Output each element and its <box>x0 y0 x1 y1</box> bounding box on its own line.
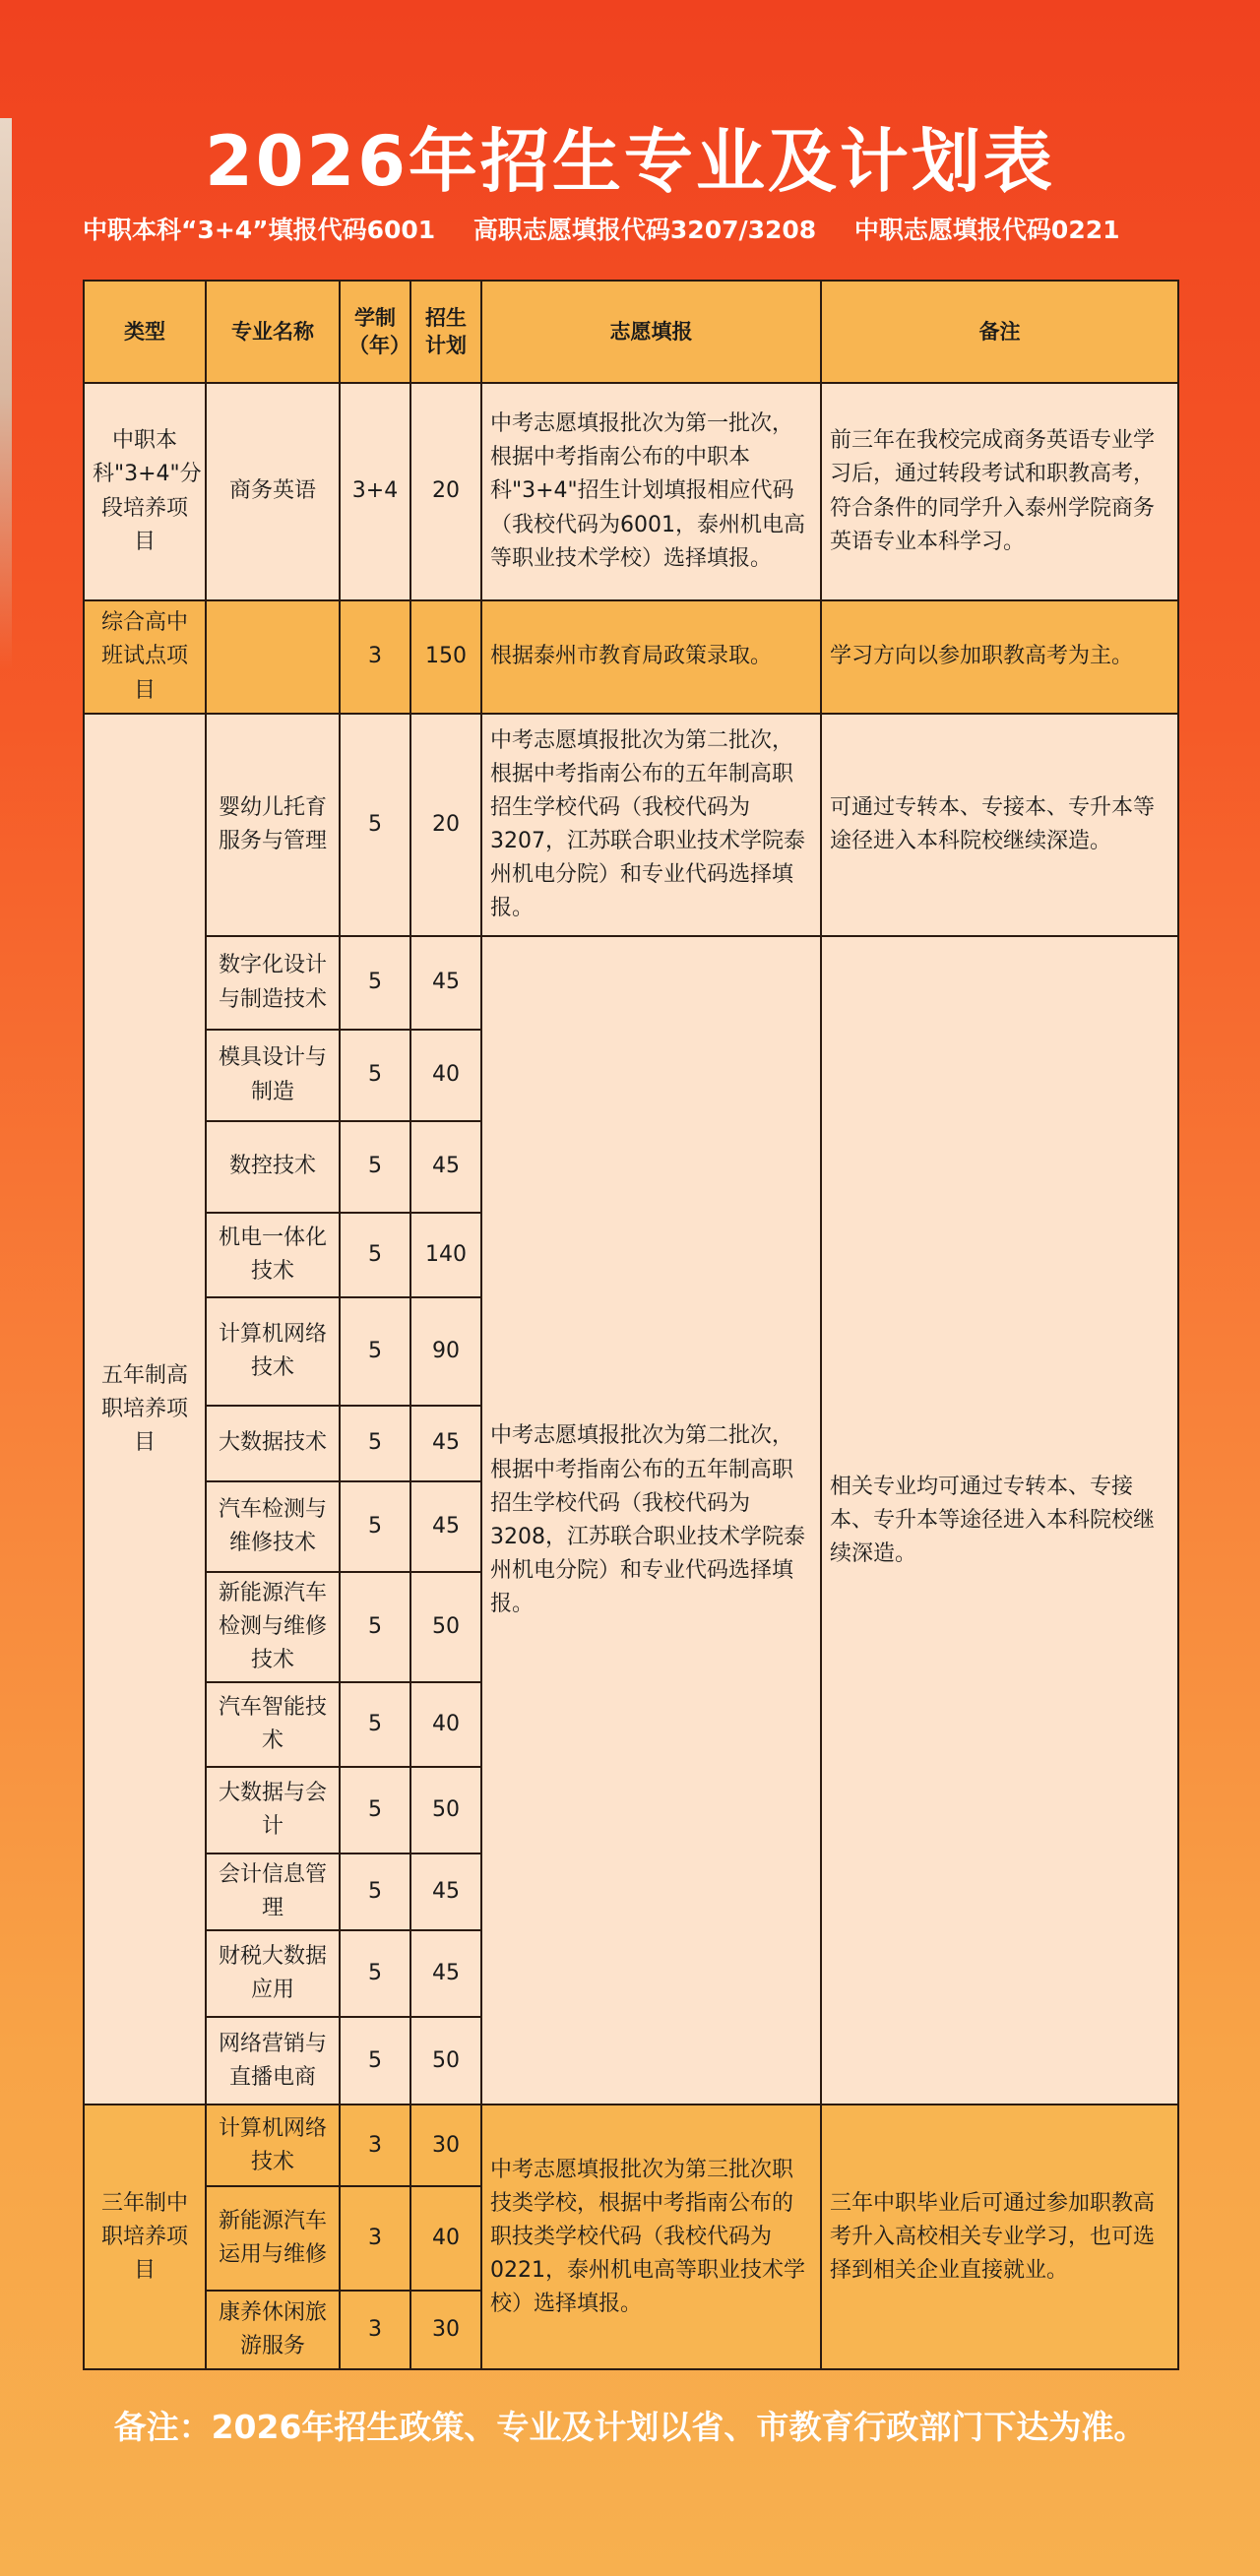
code-3plus4: 中职本科“3+4”填报代码6001 <box>83 216 436 244</box>
years-cell: 5 <box>340 1930 410 2017</box>
years-cell: 5 <box>340 1406 410 1481</box>
years-cell: 3 <box>340 2105 410 2186</box>
years-cell: 3 <box>340 600 410 714</box>
subtitle-codes <box>83 211 1120 246</box>
type-cell: 三年制中职培养项目 <box>84 2105 206 2369</box>
quota-cell: 45 <box>410 936 481 1030</box>
quota-cell: 30 <box>410 2105 481 2186</box>
quota-cell: 45 <box>410 1930 481 2017</box>
years-cell: 5 <box>340 1121 410 1213</box>
major-cell: 大数据与会计 <box>206 1767 340 1853</box>
major-cell: 机电一体化技术 <box>206 1213 340 1297</box>
quota-cell: 90 <box>410 1297 481 1406</box>
major-cell: 数字化设计与制造技术 <box>206 936 340 1030</box>
major-cell: 商务英语 <box>206 383 340 600</box>
page-title: 2026年招生专业及计划表 <box>205 121 1055 202</box>
major-cell: 数控技术 <box>206 1121 340 1213</box>
header-type: 类型 <box>84 281 206 383</box>
header-years: 学制（年） <box>340 281 410 383</box>
years-cell: 5 <box>340 936 410 1030</box>
header-quota: 招生计划 <box>410 281 481 383</box>
years-cell: 5 <box>340 1572 410 1682</box>
years-cell: 5 <box>340 714 410 936</box>
notes-cell: 相关专业均可通过专转本、专接本、专升本等途径进入本科院校继续深造。 <box>821 936 1178 2105</box>
quota-cell: 20 <box>410 383 481 600</box>
years-cell: 5 <box>340 1030 410 1121</box>
table-row <box>84 2105 1178 2186</box>
type-cell: 五年制高职培养项目 <box>84 714 206 2105</box>
notes-cell: 三年中职毕业后可通过参加职教高考升入高校相关专业学习，也可选择到相关企业直接就业。 <box>821 2105 1178 2369</box>
quota-cell: 45 <box>410 1853 481 1930</box>
years-cell: 3+4 <box>340 383 410 600</box>
type-cell: 综合高中班试点项目 <box>84 600 206 714</box>
years-cell: 5 <box>340 2017 410 2105</box>
table-row <box>84 600 1178 714</box>
table-row <box>84 383 1178 600</box>
quota-cell: 30 <box>410 2291 481 2369</box>
major-cell: 新能源汽车检测与维修技术 <box>206 1572 340 1682</box>
major-cell: 康养休闲旅游服务 <box>206 2291 340 2369</box>
major-cell: 汽车检测与维修技术 <box>206 1481 340 1572</box>
quota-cell: 140 <box>410 1213 481 1297</box>
code-higher-vocational: 高职志愿填报代码3207/3208 <box>472 216 817 244</box>
major-cell: 新能源汽车运用与维修 <box>206 2186 340 2291</box>
table-header-row <box>84 281 1178 383</box>
application-cell: 中考志愿填报批次为第二批次，根据中考指南公布的五年制高职招生学校代码（我校代码为3207，江苏联合职业技术学院泰州机电分院）和专业代码选择填报。 <box>481 714 821 936</box>
enrollment-plan-table <box>83 280 1179 2370</box>
application-cell: 中考志愿填报批次为第一批次，根据中考指南公布的中职本科"3+4"招生计划填报相应代码（我校代码为6001，泰州机电高等职业技术学校）选择填报。 <box>481 383 821 600</box>
type-cell: 中职本科"3+4"分段培养项目 <box>84 383 206 600</box>
major-cell: 计算机网络技术 <box>206 1297 340 1406</box>
years-cell: 5 <box>340 1682 410 1767</box>
header-notes: 备注 <box>821 281 1178 383</box>
major-cell <box>206 600 340 714</box>
years-cell: 3 <box>340 2291 410 2369</box>
notes-cell: 学习方向以参加职教高考为主。 <box>821 600 1178 714</box>
quota-cell: 45 <box>410 1406 481 1481</box>
code-secondary-vocational: 中职志愿填报代码0221 <box>853 216 1120 244</box>
table-row <box>84 936 1178 1030</box>
years-cell: 5 <box>340 1297 410 1406</box>
years-cell: 5 <box>340 1767 410 1853</box>
major-cell: 计算机网络技术 <box>206 2105 340 2186</box>
quota-cell: 20 <box>410 714 481 936</box>
years-cell: 5 <box>340 1853 410 1930</box>
major-cell: 网络营销与直播电商 <box>206 2017 340 2105</box>
quota-cell: 45 <box>410 1481 481 1572</box>
application-cell: 根据泰州市教育局政策录取。 <box>481 600 821 714</box>
years-cell: 3 <box>340 2186 410 2291</box>
quota-cell: 50 <box>410 1767 481 1853</box>
quota-cell: 50 <box>410 1572 481 1682</box>
major-cell: 会计信息管理 <box>206 1853 340 1930</box>
major-cell: 财税大数据应用 <box>206 1930 340 2017</box>
table-row <box>84 714 1178 936</box>
major-cell: 模具设计与制造 <box>206 1030 340 1121</box>
application-cell: 中考志愿填报批次为第三批次职技类学校，根据中考指南公布的职技类学校代码（我校代码为0221，泰州机电高等职业技术学校）选择填报。 <box>481 2105 821 2369</box>
application-cell: 中考志愿填报批次为第二批次，根据中考指南公布的五年制高职招生学校代码（我校代码为3208，江苏联合职业技术学院泰州机电分院）和专业代码选择填报。 <box>481 936 821 2105</box>
quota-cell: 50 <box>410 2017 481 2105</box>
quota-cell: 40 <box>410 2186 481 2291</box>
header-application: 志愿填报 <box>481 281 821 383</box>
notes-cell: 前三年在我校完成商务英语专业学习后，通过转段考试和职教高考，符合条件的同学升入泰州学院商务英语专业本科学习。 <box>821 383 1178 600</box>
major-cell: 大数据技术 <box>206 1406 340 1481</box>
years-cell: 5 <box>340 1213 410 1297</box>
quota-cell: 45 <box>410 1121 481 1213</box>
quota-cell: 150 <box>410 600 481 714</box>
quota-cell: 40 <box>410 1682 481 1767</box>
years-cell: 5 <box>340 1481 410 1572</box>
header-major: 专业名称 <box>206 281 340 383</box>
major-cell: 婴幼儿托育服务与管理 <box>206 714 340 936</box>
footer-note: 备注：2026年招生政策、专业及计划以省、市教育行政部门下达为准。 <box>113 2408 1147 2446</box>
notes-cell: 可通过专转本、专接本、专升本等途径进入本科院校继续深造。 <box>821 714 1178 936</box>
major-cell: 汽车智能技术 <box>206 1682 340 1767</box>
quota-cell: 40 <box>410 1030 481 1121</box>
